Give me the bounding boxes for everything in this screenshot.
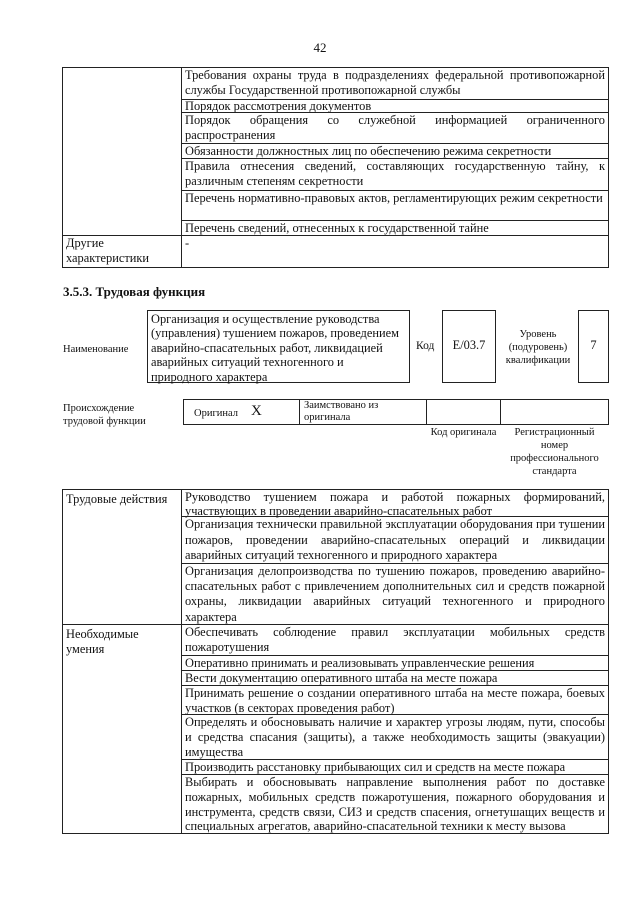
- borrowed-box: [299, 399, 427, 425]
- table-row: Организация делопроизводства по тушению пожаров, проведению аварийно-спасательных работ с привлечением дополнительных сил и средств пожарной охраны, ликвидации аварийных ситуаций техногенного и природного характера: [181, 563, 609, 625]
- registration-number-caption: Регистрационный номер профессионального стандарта: [510, 427, 599, 477]
- required-skills-label: Необходимые умения: [62, 624, 182, 834]
- origin-label: Происхождение трудовой функции: [63, 403, 146, 427]
- table-row: Правила отнесения сведений, составляющих государственную тайну, к различным степеням секретности: [181, 158, 609, 191]
- table-row: Производить расстановку прибывающих сил и средств на месте пожара: [181, 759, 609, 775]
- original-box: [183, 399, 300, 425]
- table-row: Принимать решение о создании оперативного штаба на месте пожара, боевых участков (в секторах проведения работ): [181, 685, 609, 715]
- page-number: 42: [313, 40, 327, 55]
- level-label: Уровень (подуровень) квалификации: [505, 329, 571, 366]
- table-row: Руководство тушением пожара и работой пожарных формирований, участвующих в проведении аварийно-спасательных работ: [181, 489, 609, 517]
- continuation-table: [62, 67, 609, 268]
- original-label: Оригинал: [194, 408, 238, 419]
- section-heading: 3.5.3. Трудовая функция: [63, 284, 206, 299]
- empty-label-cell: [62, 67, 182, 236]
- original-code-box: [426, 399, 501, 425]
- function-name-box: Организация и осуществление руководства (управления) тушением пожаров, проведением аварийно-спасательных работ, ликвидацией аварийных ситуаций техногенного и природного характера: [147, 310, 410, 383]
- table-row: Перечень сведений, отнесенных к государственной тайне: [181, 220, 609, 236]
- code-label: Код: [416, 340, 435, 352]
- labor-actions-label: Трудовые действия: [62, 489, 182, 625]
- other-characteristics-value: -: [181, 235, 609, 268]
- other-characteristics-label: Другие характеристики: [62, 235, 182, 268]
- table-row: Обеспечивать соблюдение правил эксплуатации мобильных средств пожаротушения: [181, 624, 609, 656]
- table-row: Требования охраны труда в подразделениях федеральной противопожарной службы Государственной противопожарной службы: [181, 67, 609, 100]
- table-row: Порядок обращения со служебной информацией ограниченного распространения: [181, 112, 609, 144]
- table-row: Выбирать и обосновывать направление выполнения работ по доставке пожарных, мобильных средств пожаротушения, пожарного оборудования и инструмента, средств связи, СИЗ и средств спасения, огнетушащих веществ и специальных агрегатов, аварийно-спасательной техники к месту вызова: [181, 774, 609, 834]
- name-label: Наименование: [63, 344, 129, 355]
- table-row: Перечень нормативно-правовых актов, регламентирующих режим секретности: [181, 190, 609, 221]
- registration-number-box: [500, 399, 609, 425]
- table-row: Определять и обосновывать наличие и характер угрозы людям, пути, способы и средства спасания (защиты), а также необходимость защиты (эвакуации) имущества: [181, 714, 609, 760]
- table-row: Вести документацию оперативного штаба на месте пожара: [181, 670, 609, 686]
- borrowed-label: Заимствовано из оригинала: [304, 400, 379, 423]
- original-mark: X: [251, 403, 262, 419]
- function-code-box: E/03.7: [442, 310, 496, 383]
- level-value-box: 7: [578, 310, 609, 383]
- table-row: Порядок рассмотрения документов: [181, 99, 609, 113]
- table-row: Оперативно принимать и реализовывать управленческие решения: [181, 655, 609, 671]
- table-row: Организация технически правильной эксплуатации оборудования при тушении пожаров, проведении аварийно-спасательных операций и ликвидации аварийных ситуаций техногенного и природного характера: [181, 516, 609, 564]
- table-row: Обязанности должностных лиц по обеспечению режима секретности: [181, 143, 609, 159]
- details-table: [62, 489, 609, 834]
- original-code-caption: Код оригинала: [430, 427, 497, 438]
